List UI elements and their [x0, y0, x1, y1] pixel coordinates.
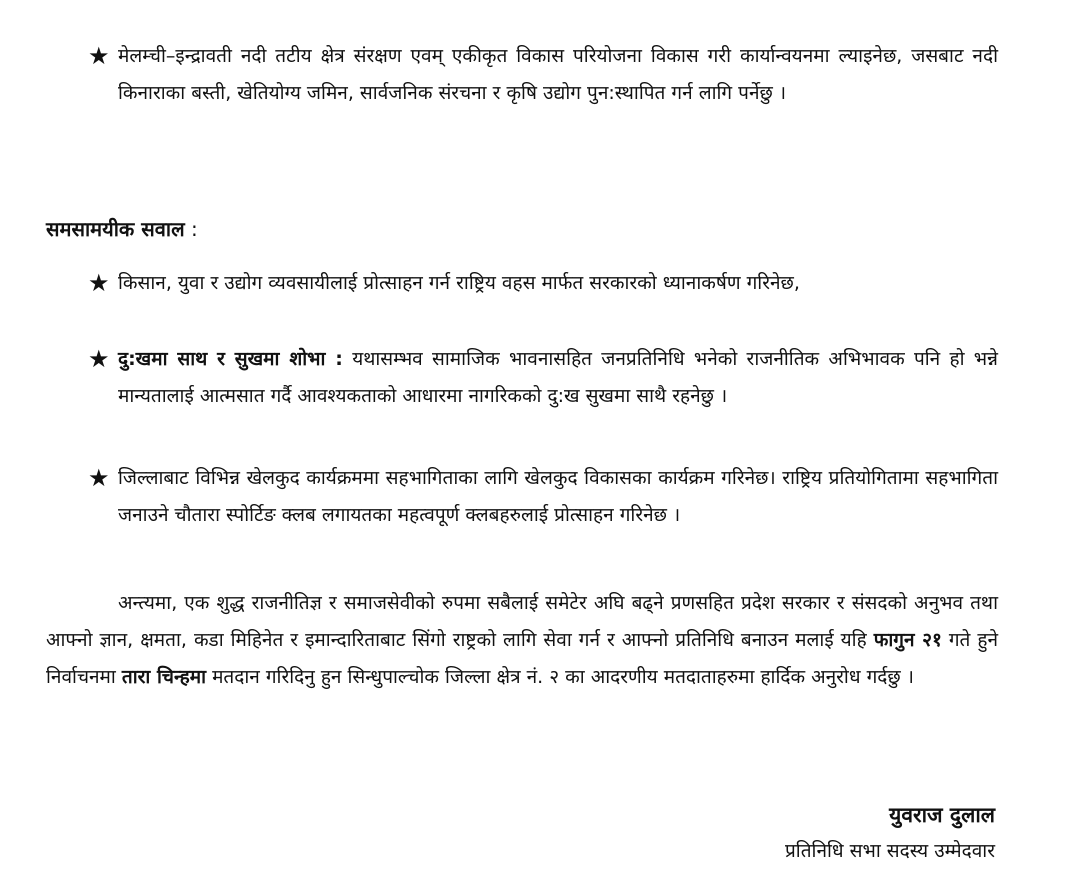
candidate-title: प्रतिनिधि सभा सदस्य उम्मेदवार [784, 840, 995, 862]
closing-text: मतदान गरिदिनु हुन सिन्धुपाल्चोक जिल्ला क्षेत्र नं. २ का आदरणीय मतदाताहरुमा हार्दिक अनुरोध गर्दछु । [212, 666, 914, 688]
list-item [88, 341, 998, 415]
star-icon: ★ [88, 464, 110, 492]
candidate-name: युवराज दुलाल [889, 803, 995, 827]
list-item-text: जिल्लाबाट विभिन्न खेलकुद कार्यक्रममा सहभागिताका लागि खेलकुद विकासका कार्यक्रम गरिनेछ। राष्ट्रिय प्रतियोगितामा सहभागिता जनाउने चौतारा स्पोर्टिङ क्लब लगायतका महत्वपूर्ण क्लबहरुलाई प्रोत्साहन गरिनेछ । [118, 467, 998, 526]
closing-paragraph [46, 585, 998, 696]
list-item-text [118, 341, 998, 415]
list-item [88, 460, 998, 534]
list-item-text: मेलम्ची–इन्द्रावती नदी तटीय क्षेत्र संरक्षण एवम् एकीकृत विकास परियोजना विकास गरी कार्यान्वयनमा ल्याइनेछ, जसबाट नदी किनाराका बस्ती, खेतियोग्य जमिन, सार्वजनिक संरचना र कृषि उद्योग पुन:स्थापित गर्न लागि पर्नेछु । [118, 45, 998, 104]
section-colon: : [190, 217, 198, 241]
closing-text: गते हुने निर्वाचनमा [46, 629, 999, 688]
list-item [88, 38, 998, 112]
star-icon: ★ [88, 345, 110, 373]
list-item-text: किसान, युवा र उद्योग व्यवसायीलाई प्रोत्साहन गर्न राष्ट्रिय वहस मार्फत सरकारको ध्यानाकर्षण गरिनेछ, [118, 272, 800, 294]
list-item [88, 265, 998, 302]
list-item-lead: दु:खमा साथ र सुखमा शोभा : [118, 348, 343, 370]
section-heading [46, 212, 198, 246]
election-date: फागुन २१ [873, 629, 942, 651]
section-title: समसामयीक सवाल [46, 217, 185, 241]
election-symbol: तारा चिन्हमा [121, 666, 207, 688]
star-icon: ★ [88, 269, 110, 297]
star-icon: ★ [88, 42, 110, 70]
signature-block [785, 797, 995, 869]
closing-text: अन्त्यमा, एक शुद्ध राजनीतिज्ञ र समाजसेवीको रुपमा सबैलाई समेटेर अघि बढ्ने प्रणसहित प्रदेश सरकार र संसदको अनुभव तथा आफ्नो ज्ञान, क्षमता, कडा मिहिनेत र इमान्दारिताबाट सिंगो राष्ट्रको लागि सेवा गर्न र आफ्नो प्रतिनिधि बनाउन मलाई यहि [46, 592, 998, 651]
list-item-body: यथासम्भव सामाजिक भावनासहित जनप्रतिनिधि भनेको राजनीतिक अभिभावक पनि हो भन्ने मान्यतालाई आत्मसात गर्दै आवश्यकताको आधारमा नागरिकको दु:ख सुखमा साथै रहनेछु । [118, 348, 998, 407]
